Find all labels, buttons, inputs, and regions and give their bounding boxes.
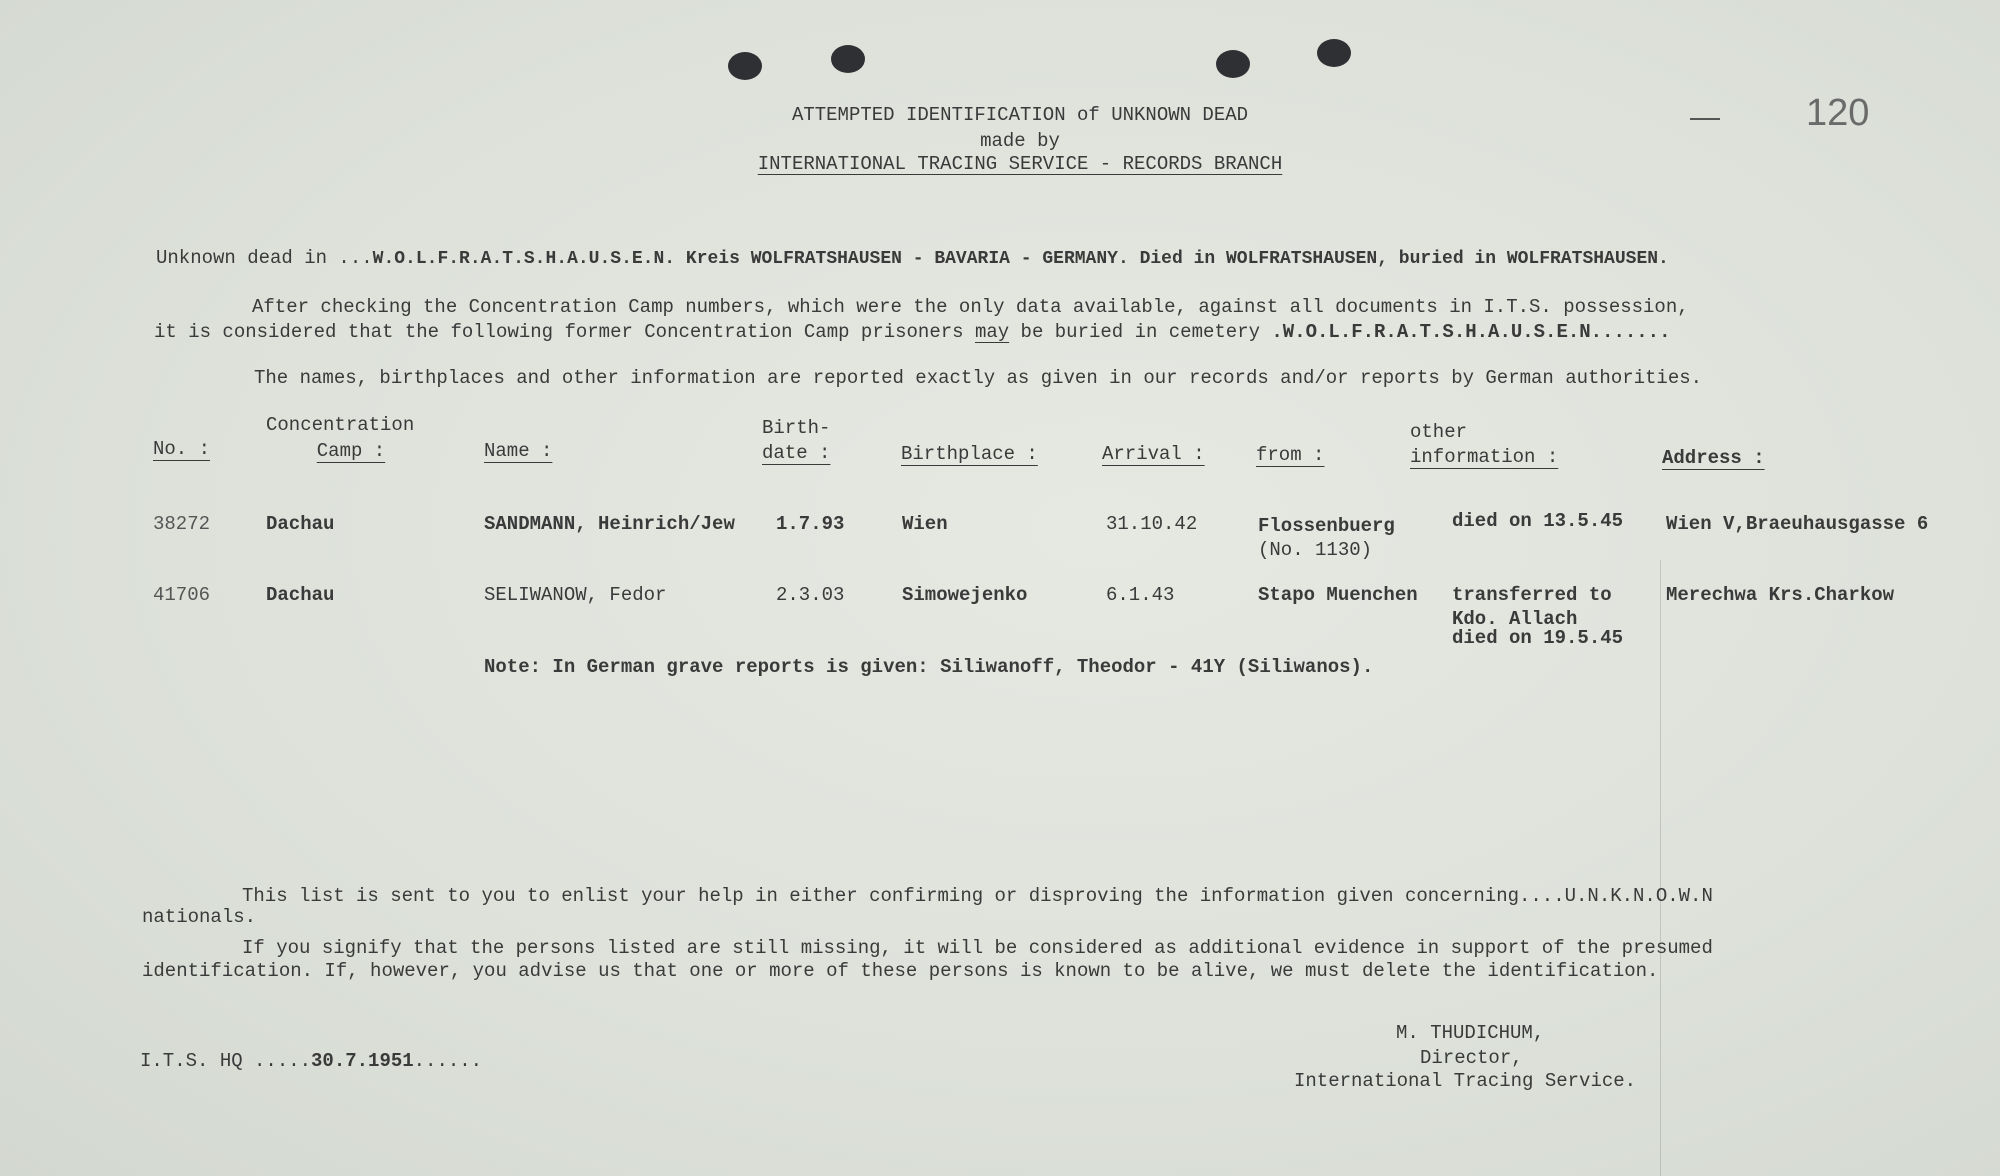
header-arrival: Arrival : <box>1102 443 1205 465</box>
header-from: from : <box>1256 444 1325 466</box>
fold-crease-vertical <box>1660 560 1661 1176</box>
header-no: No. : <box>153 438 211 460</box>
hq-line <box>140 1050 482 1072</box>
row-from-line1: Stapo Muenchen <box>1258 584 1418 606</box>
closing-para1-line1: This list is sent to you to enlist your help in either confirming or disproving the information given concerning....U.N.K.N.O.W.N <box>242 885 1713 907</box>
row-birthplace: Wien <box>902 513 948 535</box>
closing-para2-line2: identification. If, however, you advise us that one or more of these persons is known to be alive, we must delete the identification. <box>142 960 1659 982</box>
document-title-line2: made by <box>980 130 1060 152</box>
location-prefix: Unknown dead in ... <box>156 247 373 269</box>
row-arrival: 31.10.42 <box>1106 513 1198 535</box>
header-birthdate-line1: Birth- <box>762 417 831 439</box>
header-name: Name : <box>484 440 553 462</box>
row-no: 38272 <box>153 513 211 535</box>
intro-line2 <box>154 321 1670 343</box>
row-other-line1: died on 13.5.45 <box>1452 510 1624 532</box>
signer-name: M. THUDICHUM, <box>1396 1022 1545 1044</box>
row-no: 41706 <box>153 584 211 606</box>
row-birthdate: 1.7.93 <box>776 513 845 535</box>
signer-organization: International Tracing Service. <box>1294 1070 1637 1092</box>
location-place: W.O.L.F.R.A.T.S.H.A.U.S.E.N. Kreis WOLFRATSHAUSEN - BAVARIA - GERMANY. Died in WOLFRATSHAUSEN, buried in WOLFRATSHAUSEN. <box>372 249 1669 269</box>
hq-dots: ...... <box>413 1050 483 1072</box>
row-other-line2: Kdo. Allach <box>1452 608 1578 630</box>
punch-hole-2 <box>831 45 865 73</box>
header-camp-line2: Camp : <box>316 440 386 462</box>
header-birthplace: Birthplace : <box>901 443 1038 465</box>
closing-para1-line2: nationals. <box>142 906 257 928</box>
row-address: Wien V,Braeuhausgasse 6 <box>1666 513 1929 535</box>
row-other-line3: died on 19.5.45 <box>1452 627 1624 649</box>
page-number-dash <box>1690 118 1720 120</box>
table-note: Note: In German grave reports is given: Siliwanoff, Theodor - 41Y (Siliwanos). <box>484 656 1374 678</box>
row-from-line1: Flossenbuerg <box>1258 515 1395 537</box>
row-other-line1: transferred to <box>1452 584 1612 606</box>
row-camp: Dachau <box>266 513 335 535</box>
closing-para2-line1: If you signify that the persons listed are still missing, it will be considered as additional evidence in support of the presumed <box>242 937 1713 959</box>
header-other-line2: information : <box>1410 446 1559 468</box>
intro-cemetery: .W.O.L.F.R.A.T.S.H.A.U.S.E.N....... <box>1271 321 1671 343</box>
punch-hole-1 <box>728 52 762 80</box>
document-title-line1: ATTEMPTED IDENTIFICATION of UNKNOWN DEAD <box>791 104 1249 126</box>
document-title-line3: INTERNATIONAL TRACING SERVICE - RECORDS BRANCH <box>757 153 1283 175</box>
intro-line1: After checking the Concentration Camp numbers, which were the only data available, against all documents in I.T.S. possession, <box>252 296 1689 318</box>
row-birthdate: 2.3.03 <box>776 584 845 606</box>
intro-line2-text-b: be buried in cemetery <box>1009 321 1272 343</box>
row-camp: Dachau <box>266 584 335 606</box>
page-number: 120 <box>1806 92 1870 134</box>
intro-may: may <box>974 321 1010 343</box>
header-birthdate-line2: date : <box>762 442 831 464</box>
signer-role: Director, <box>1420 1047 1523 1069</box>
row-name: SANDMANN, Heinrich/Jew <box>484 513 735 535</box>
punch-hole-3 <box>1216 50 1250 78</box>
location-line <box>156 247 1669 269</box>
row-arrival: 6.1.43 <box>1106 584 1175 606</box>
hq-date: 30.7.1951 <box>311 1050 414 1072</box>
row-birthplace: Simowejenko <box>902 584 1028 606</box>
intro-line3: The names, birthplaces and other information are reported exactly as given in our records and/or reports by German authorities. <box>254 367 1703 389</box>
row-name: SELIWANOW, Fedor <box>484 584 667 606</box>
hq-label: I.T.S. HQ ..... <box>140 1050 312 1072</box>
row-address: Merechwa Krs.Charkow <box>1666 584 1895 606</box>
punch-hole-4 <box>1317 39 1351 67</box>
row-from-line2: (No. 1130) <box>1258 539 1373 561</box>
header-other-line1: other <box>1410 421 1468 443</box>
header-camp-line1: Concentration <box>266 414 415 436</box>
intro-line2-text: it is considered that the following former Concentration Camp prisoners <box>154 321 975 343</box>
header-address: Address : <box>1662 447 1765 469</box>
